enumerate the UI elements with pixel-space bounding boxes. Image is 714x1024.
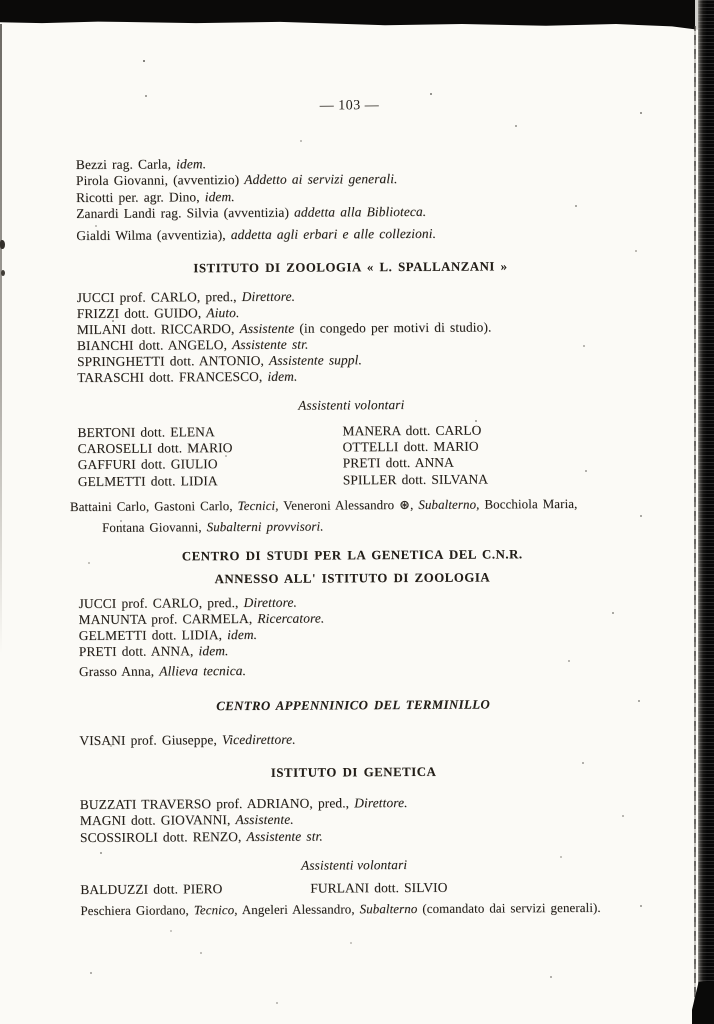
role-text: idem. bbox=[267, 368, 298, 384]
role-text: Subalterno, bbox=[418, 497, 480, 512]
role-text: Ricercatore. bbox=[257, 610, 325, 626]
role-text: Subalterni provvisori. bbox=[206, 519, 324, 534]
role-text: addetta agli erbari e alle collezioni. bbox=[230, 225, 437, 243]
name-text: SCOSSIROLI dott. RENZO, bbox=[79, 828, 247, 845]
text-line bbox=[70, 494, 626, 518]
heading-cnr-line1: CENTRO DI STUDI PER LA GENETICA DEL C.N.R. bbox=[181, 547, 523, 564]
text-line: GAFFURI dott. GIULIO bbox=[77, 456, 218, 473]
name-text: Zanardi Landi rag. Silvia (avventizia) bbox=[76, 204, 295, 221]
name-text: (comandato dai servizi generali). bbox=[417, 900, 601, 916]
scan-edge-right-line bbox=[694, 26, 696, 1024]
text-line bbox=[80, 900, 628, 920]
text-line: BALDUZZI dott. PIERO bbox=[80, 881, 223, 897]
staff-list-genetica bbox=[80, 794, 628, 847]
role-text: Aiuto. bbox=[206, 304, 240, 321]
role-text: Direttore. bbox=[354, 794, 408, 811]
role-text: idem. bbox=[198, 643, 229, 659]
role-text: Addetto ai servizi generali. bbox=[244, 171, 398, 188]
staff-list-tecnici bbox=[70, 494, 626, 538]
name-text: MILANI dott. RICCARDO, bbox=[76, 320, 240, 337]
heading-istituto-zoologia: ISTITUTO DI ZOOLOGIA « L. SPALLANZANI » bbox=[193, 259, 508, 276]
staff-list-terminillo bbox=[79, 730, 627, 750]
subheading-assistenti-volontari-1: Assistenti volontari bbox=[298, 397, 405, 413]
name-text: PRETI dott. ANNA, bbox=[78, 643, 199, 660]
role-text: Assistente bbox=[239, 320, 295, 336]
text-line bbox=[80, 826, 628, 846]
name-text: Bezzi rag. Carla, bbox=[75, 156, 177, 173]
text-line: GELMETTI dott. LIDIA bbox=[77, 472, 218, 489]
name-text: Ricotti per. agr. Dino, bbox=[76, 188, 205, 205]
text-line bbox=[76, 225, 624, 245]
text-line bbox=[77, 366, 625, 385]
volunteer-column-right bbox=[310, 880, 447, 897]
name-text: TARASCHI dott. FRANCESCO, bbox=[77, 368, 268, 385]
name-text: JUCCI prof. CARLO, pred., bbox=[78, 594, 244, 611]
name-text: GELMETTI dott. LIDIA, bbox=[78, 627, 228, 644]
text-line: CAROSELLI dott. MARIO bbox=[77, 440, 233, 457]
name-text: Bocchiola Maria, bbox=[479, 496, 578, 512]
staff-list-top bbox=[76, 154, 625, 245]
volunteer-column-left bbox=[77, 423, 342, 489]
name-text: Peschiera Giordano, bbox=[80, 903, 194, 918]
staff-list-centro-cnr bbox=[79, 593, 628, 681]
role-text: Tecnici, bbox=[237, 498, 279, 514]
role-text: idem. bbox=[176, 156, 207, 172]
heading-cnr-line2: ANNESSO ALL' ISTITUTO DI ZOOLOGIA bbox=[214, 570, 491, 586]
name-text: (in congedo per motivi di studio). bbox=[294, 319, 492, 336]
scan-band-top bbox=[0, 0, 700, 30]
page-number: — 103 — bbox=[319, 98, 380, 114]
text-line: OTTELLI dott. MARIO bbox=[342, 438, 479, 455]
text-line bbox=[79, 641, 627, 660]
ink-blob bbox=[1, 270, 5, 276]
role-text: Direttore. bbox=[241, 288, 296, 304]
scan-edge-right bbox=[698, 0, 714, 1024]
role-text: idem. bbox=[227, 627, 258, 643]
name-text: BIANCHI dott. ANGELO, bbox=[76, 336, 233, 353]
text-line: SPILLER dott. SILVANA bbox=[342, 471, 489, 487]
text-line: BERTONI dott. ELENA bbox=[77, 424, 215, 441]
name-text: Grasso Anna, bbox=[78, 663, 160, 680]
ink-blob bbox=[0, 240, 5, 249]
name-text: VISANI prof. Giuseppe, bbox=[79, 732, 223, 748]
heading-centro-terminillo: CENTRO APPENNINICO DEL TERMINILLO bbox=[216, 697, 491, 714]
text-line bbox=[76, 203, 624, 223]
name-text: Battaini Carlo, Gastoni Carlo, bbox=[69, 499, 238, 515]
text-line bbox=[79, 661, 627, 680]
role-text: Vicedirettore. bbox=[221, 731, 296, 748]
text-line bbox=[70, 514, 626, 538]
role-text: Direttore. bbox=[243, 594, 297, 610]
name-text: Gialdi Wilma (avventizia), bbox=[76, 227, 231, 244]
role-text: addetta alla Biblioteca. bbox=[294, 203, 427, 220]
role-text: Assistente. bbox=[235, 812, 294, 828]
heading-istituto-genetica: ISTITUTO DI GENETICA bbox=[270, 764, 437, 780]
volunteer-column-left bbox=[80, 881, 310, 899]
subheading-assistenti-volontari-2: Assistenti volontari bbox=[301, 856, 408, 873]
staff-list-peschiera bbox=[80, 900, 628, 920]
role-text: Allieva tecnica. bbox=[159, 663, 247, 679]
role-text: Tecnico, bbox=[193, 903, 238, 918]
volunteer-column-right bbox=[342, 422, 488, 488]
scan-edge-left bbox=[0, 24, 2, 654]
name-text: BUZZATI TRAVERSO prof. ADRIANO, pred., bbox=[79, 795, 355, 812]
staff-list-zoologia bbox=[77, 287, 626, 386]
role-text: Assistente suppl. bbox=[268, 351, 362, 368]
text-line bbox=[79, 730, 627, 750]
role-text: Assistente str. bbox=[232, 336, 309, 352]
role-text: Subalterno bbox=[359, 901, 418, 917]
text-line: FURLANI dott. SILVIO bbox=[310, 879, 448, 896]
text-line: MANERA dott. CARLO bbox=[342, 422, 482, 439]
name-text: MANUNTA prof. CARMELA, bbox=[78, 611, 258, 628]
heading-centro-genetica-cnr bbox=[78, 543, 646, 592]
name-text: Veneroni Alessandro ⊛, bbox=[278, 497, 419, 513]
name-text: SPRINGHETTI dott. ANTONIO, bbox=[77, 352, 270, 369]
volunteer-columns-zoologia bbox=[77, 422, 625, 490]
role-text: idem. bbox=[204, 188, 235, 204]
text-line: PRETI dott. ANNA bbox=[342, 455, 454, 471]
role-text: Assistente str. bbox=[246, 828, 323, 844]
name-text: FRIZZI dott. GUIDO, bbox=[76, 305, 207, 321]
volunteer-columns-genetica bbox=[80, 879, 628, 899]
name-text: Pirola Giovanni, (avventizio) bbox=[75, 172, 245, 189]
name-text: Angeleri Alessandro, bbox=[237, 902, 360, 918]
name-text: Fontana Giovanni, bbox=[102, 519, 207, 535]
name-text: MAGNI dott. GIOVANNI, bbox=[79, 812, 236, 829]
name-text: JUCCI prof. CARLO, pred., bbox=[76, 288, 242, 306]
